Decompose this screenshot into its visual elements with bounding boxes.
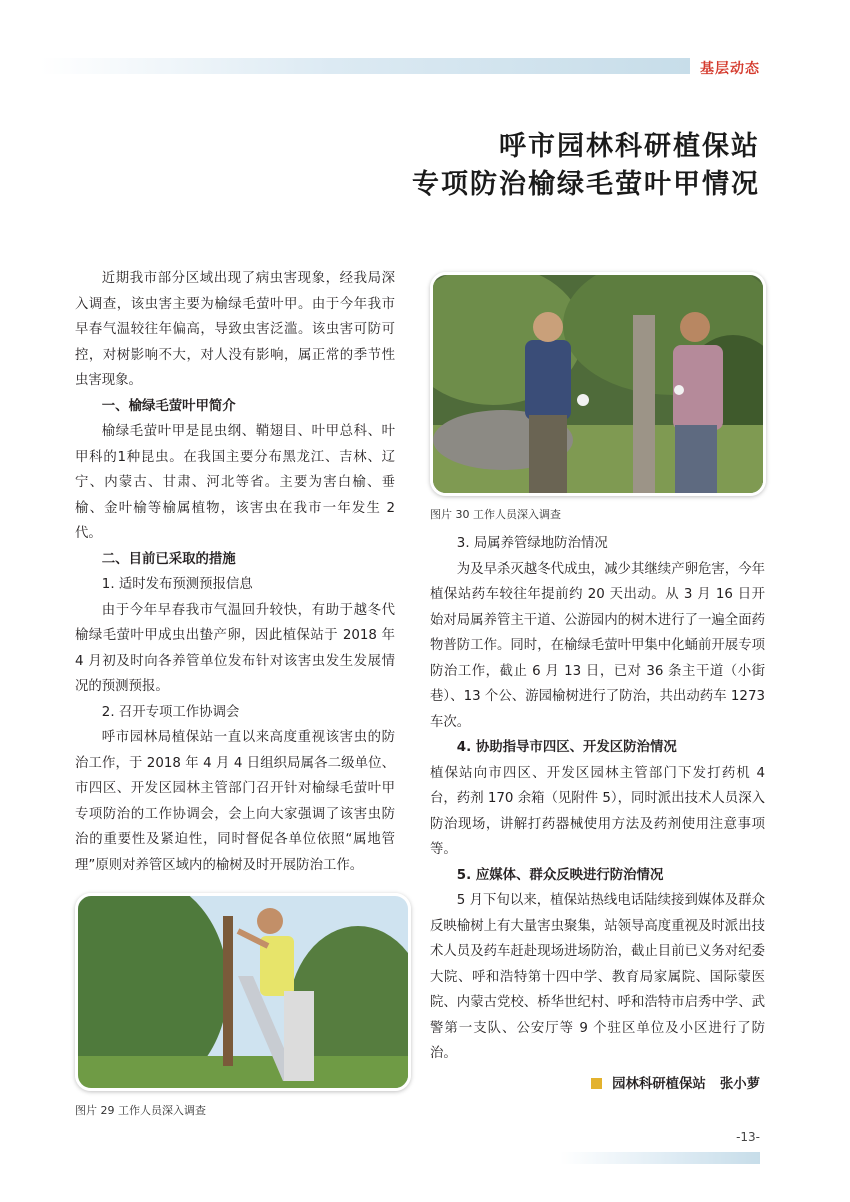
right-column [430, 531, 765, 1067]
subheading-district-assist: 4. 协助指导市四区、开发区防治情况 [456, 740, 677, 755]
heading-measures: 二、目前已采取的措施 [101, 551, 236, 567]
paragraph-forecast: 由于今年早春我市气温回升较快，有助于越冬代榆绿毛萤叶甲成虫出蛰产卵，因此植保站于 2018 年 4 月初及时向各养管单位发布针对该害虫发生发展情况的预测预报。 [75, 602, 395, 694]
subheading-local-control: 3. 局属养管绿地防治情况 [456, 536, 608, 551]
photo-investigation-30 [430, 272, 766, 496]
photo-29-image [78, 896, 408, 1088]
photo-30-image [433, 275, 763, 493]
paragraph-meeting: 呼市园林局植保站一直以来高度重视该害虫的防治工作，于 2018 年 4 月 4 日组织局属各二级单位、市四区、开发区园林主管部门召开针对榆绿毛萤叶甲专项防治的工作协调会，会上向大家强调了该害虫防治的重要性及紧迫性，同时督促各单位依照“属地管理”原则对养管区域内的榆树及时开展防治工作。 [75, 730, 395, 873]
caption-figure-30: 图片 30 工作人员深入调查 [430, 508, 561, 521]
photo-investigation-29 [75, 893, 411, 1091]
paragraph-district-assist: 植保站向市四区、开发区园林主管部门下发打药机 4 台，药剂 170 余箱（见附件 5），同时派出技术人员深入防治现场，讲解打药器械使用方法及药剂使用注意事项等。 [430, 765, 765, 857]
byline [591, 1073, 760, 1092]
footer-band [560, 1152, 760, 1164]
subheading-public-response: 5. 应媒体、群众反映进行防治情况 [456, 867, 664, 883]
title-line-2: 专项防治榆绿毛萤叶甲情况 [412, 169, 760, 200]
subheading-forecast: 1. 适时发布预测预报信息 [101, 577, 253, 592]
page-number: -13- [736, 1130, 760, 1144]
byline-organization: 园林科研植保站 [612, 1077, 706, 1092]
paragraph-introduction: 榆绿毛萤叶甲是昆虫纲、鞘翅目、叶甲总科、叶甲科的1种昆虫。在我国主要分布黑龙江、吉林、辽宁、内蒙古、甘肃、河北等省。主要为害白榆、垂榆、金叶榆等榆属植物，该害虫在我市一年发生 2 代。 [75, 424, 395, 541]
paragraph-public-response: 5 月下旬以来，植保站热线电话陆续接到媒体及群众反映榆树上有大量害虫聚集，站领导高度重视及时派出技术人员及药车赶赴现场进场防治，截止目前已义务对纪委大院、呼和浩特第十四中学、教育局家属院、国际蒙医院、内蒙古党校、桥华世纪村、呼和浩特市启秀中学、武警第一支队、公安厅等 9 个驻区单位及小区进行了防治。 [430, 893, 765, 1061]
caption-figure-29: 图片 29 工作人员深入调查 [75, 1104, 206, 1117]
header-band [40, 58, 690, 74]
article-title [412, 128, 760, 204]
title-line-1: 呼市园林科研植保站 [499, 131, 760, 162]
subheading-meeting: 2. 召开专项工作协调会 [101, 704, 240, 720]
heading-introduction: 一、榆绿毛萤叶甲简介 [101, 398, 236, 414]
byline-marker [591, 1078, 602, 1089]
paragraph-local-control: 为及早杀灭越冬代成虫，减少其继续产卵危害，今年植保站药车较往年提前约 20 天出动。从 3 月 16 日开始对局属养管主干道、公游园内的树木进行了一遍全面药物普防工作。同时，在榆绿毛萤叶甲集中化蛹前开展专项防治工作，截止 6 月 13 日，已对 36 条主干道（小街巷）、13 个公、游园榆树进行了防治，共出动药车 1273 车次。 [430, 561, 765, 730]
section-label: 基层动态 [700, 61, 760, 77]
byline-author: 张小萝 [719, 1077, 760, 1092]
intro-paragraph: 近期我市部分区域出现了病虫害现象，经我局深入调查，该虫害主要为榆绿毛萤叶甲。由于今年我市早春气温较往年偏高，导致虫害泛滥。该虫害可防可控，对树影响不大，对人没有影响，属正常的季节性虫害现象。 [75, 271, 395, 388]
left-column [75, 266, 395, 878]
